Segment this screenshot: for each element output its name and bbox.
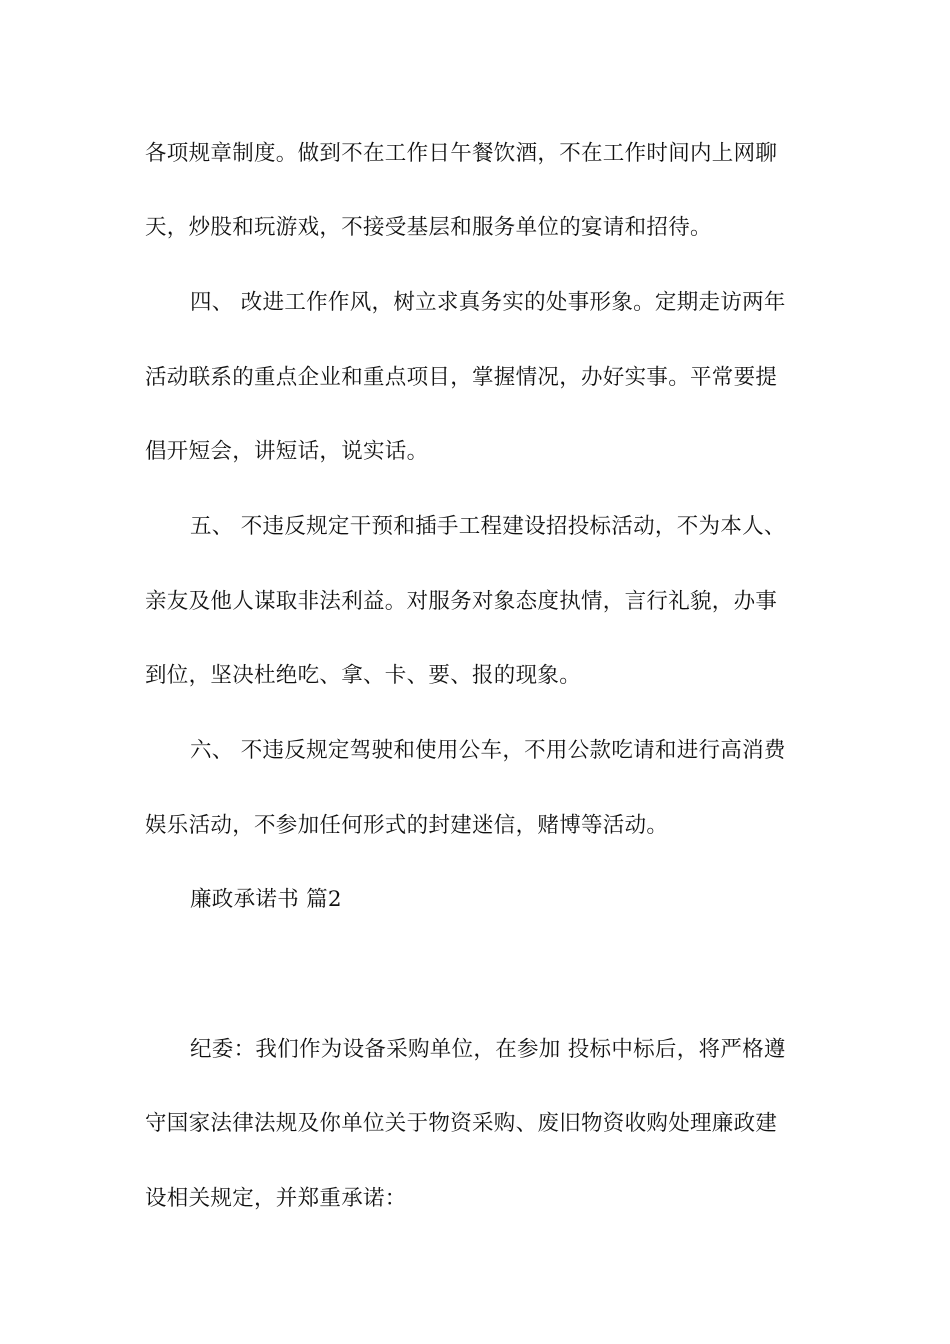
section-six-line-2: 娱乐活动，不参加任何形式的封建迷信，赌博等活动。: [145, 813, 669, 838]
section-five-line-3: 到位，坚决杜绝吃、拿、卡、要、报的现象。: [145, 663, 582, 688]
section-four-line-2: 活动联系的重点企业和重点项目，掌握情况，办好实事。平常要提: [145, 365, 778, 390]
section-heading: 廉政承诺书 篇2: [190, 887, 342, 912]
text-line-2: 天，炒股和玩游戏，不接受基层和服务单位的宴请和招待。: [145, 215, 712, 240]
commitment-line-3: 设相关规定，并郑重承诺：: [145, 1186, 407, 1211]
section-four-line-1: 四、 改进工作作风，树立求真务实的处事形象。定期走访两年: [190, 290, 786, 315]
section-five-line-1: 五、 不违反规定干预和插手工程建设招投标活动，不为本人、: [190, 514, 786, 539]
text-line-1: 各项规章制度。做到不在工作日午餐饮酒，不在工作时间内上网聊: [145, 141, 778, 166]
section-four-line-3: 倡开短会，讲短话，说实话。: [145, 439, 429, 464]
commitment-line-2: 守国家法律法规及你单位关于物资采购、废旧物资收购处理廉政建: [145, 1111, 778, 1136]
section-six-line-1: 六、 不违反规定驾驶和使用公车，不用公款吃请和进行高消费: [190, 738, 786, 763]
commitment-line-1: 纪委：我们作为设备采购单位，在参加 投标中标后，将严格遵: [190, 1037, 786, 1062]
section-five-line-2: 亲友及他人谋取非法利益。对服务对象态度执情，言行礼貌，办事: [145, 589, 778, 614]
